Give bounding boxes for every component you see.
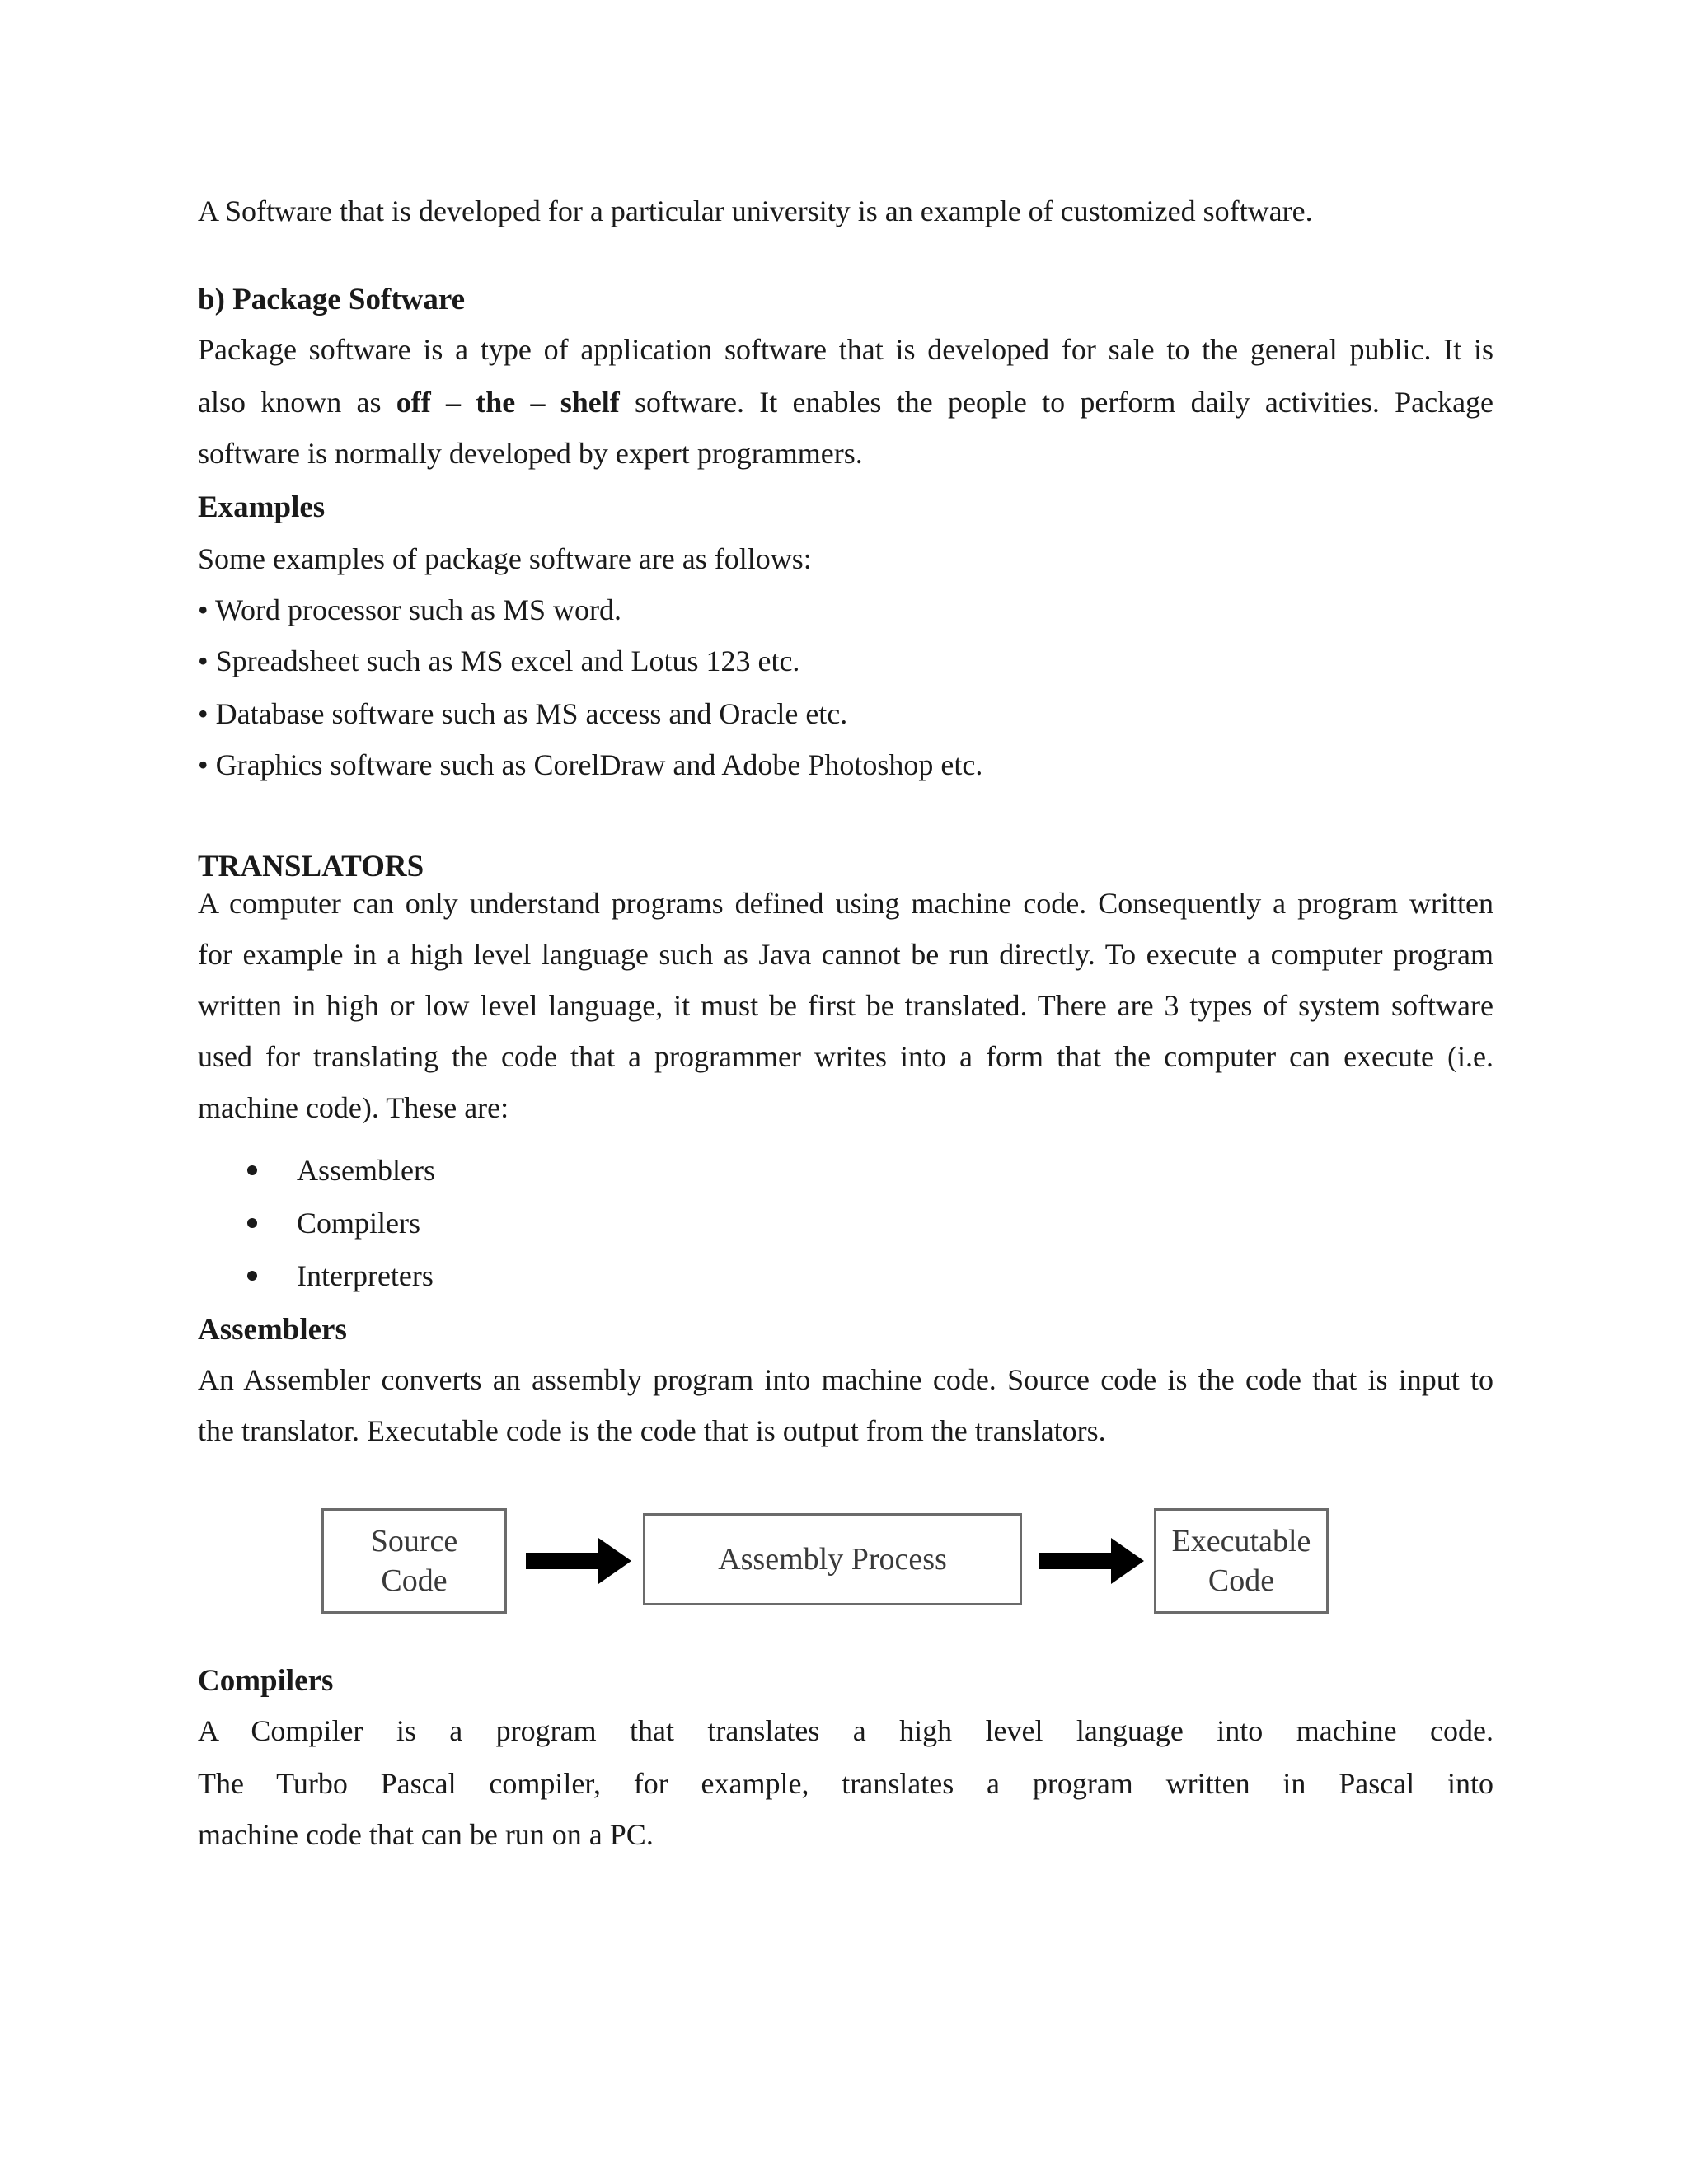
translators-para-line: for example in a high level language such as Java cannot be run directly. To execute a computer program — [198, 938, 1493, 971]
assembly-process-diagram — [321, 1508, 1393, 1632]
arrow-right-icon — [526, 1536, 633, 1586]
assemblers-para-line: An Assembler converts an assembly program into machine code. Source code is the code that is input to — [198, 1363, 1493, 1396]
compilers-para-line: The Turbo Pascal compiler, for example, translates a program written in Pascal into — [198, 1767, 1493, 1800]
package-software-heading: b) Package Software — [198, 283, 466, 316]
translators-para-line: written in high or low level language, it must be first be translated. There are 3 types of system software — [198, 989, 1493, 1022]
intro-paragraph: A Software that is developed for a particular university is an example of customized software. — [198, 194, 1313, 227]
translators-para-line: machine code). These are: — [198, 1091, 509, 1124]
source-code-label-line-1: Source — [370, 1524, 458, 1558]
package-para-line-2 — [198, 384, 1493, 420]
translators-para-line: used for translating the code that a programmer writes into a form that the computer can execute (i.e. — [198, 1040, 1493, 1073]
compilers-heading: Compilers — [198, 1664, 334, 1698]
package-para-line-2-end: software. It enables the people to perform daily activities. Package — [635, 386, 1494, 419]
assemblers-heading: Assemblers — [198, 1313, 347, 1347]
translators-para-line: A computer can only understand programs defined using machine code. Consequently a program written — [198, 887, 1493, 920]
compilers-para-line: A Compiler is a program that translates a high level language into machine code. — [198, 1714, 1493, 1747]
translators-heading: TRANSLATORS — [198, 850, 424, 883]
bullet-icon — [247, 1271, 257, 1281]
examples-heading: Examples — [198, 490, 326, 524]
assemblers-para-line: the translator. Executable code is the code that is output from the translators. — [198, 1414, 1106, 1447]
executable-code-label-line-2: Code — [1207, 1563, 1275, 1598]
executable-code-box — [1154, 1508, 1329, 1614]
package-para-line-3: software is normally developed by expert programmers. — [198, 437, 863, 470]
example-item: • Word processor such as MS word. — [198, 593, 621, 626]
example-item: • Database software such as MS access and Oracle etc. — [198, 697, 848, 730]
off-the-shelf-term: off – the – shelf — [396, 386, 620, 419]
example-item: • Graphics software such as CorelDraw and Adobe Photoshop etc. — [198, 748, 983, 781]
example-item: • Spreadsheet such as MS excel and Lotus 123 etc. — [198, 644, 800, 677]
compilers-para-line: machine code that can be run on a PC. — [198, 1818, 654, 1851]
assembly-process-box — [643, 1513, 1022, 1605]
translator-type-item: Compilers — [297, 1207, 420, 1240]
assembly-process-label: Assembly Process — [718, 1542, 947, 1577]
examples-intro: Some examples of package software are as follows: — [198, 542, 812, 575]
source-code-box — [321, 1508, 507, 1614]
bullet-icon — [247, 1165, 257, 1175]
executable-code-label-line-1: Executable — [1171, 1524, 1311, 1558]
package-para-line-1: Package software is a type of application software that is developed for sale to the general public. It is — [198, 333, 1493, 366]
document-page — [198, 0, 1493, 2184]
arrow-right-icon — [1039, 1536, 1146, 1586]
package-para-line-2-start: also known as — [198, 386, 382, 419]
bullet-icon — [247, 1218, 257, 1228]
translator-type-item: Interpreters — [297, 1259, 434, 1292]
translator-type-item: Assemblers — [297, 1154, 435, 1187]
source-code-label-line-2: Code — [381, 1563, 448, 1598]
